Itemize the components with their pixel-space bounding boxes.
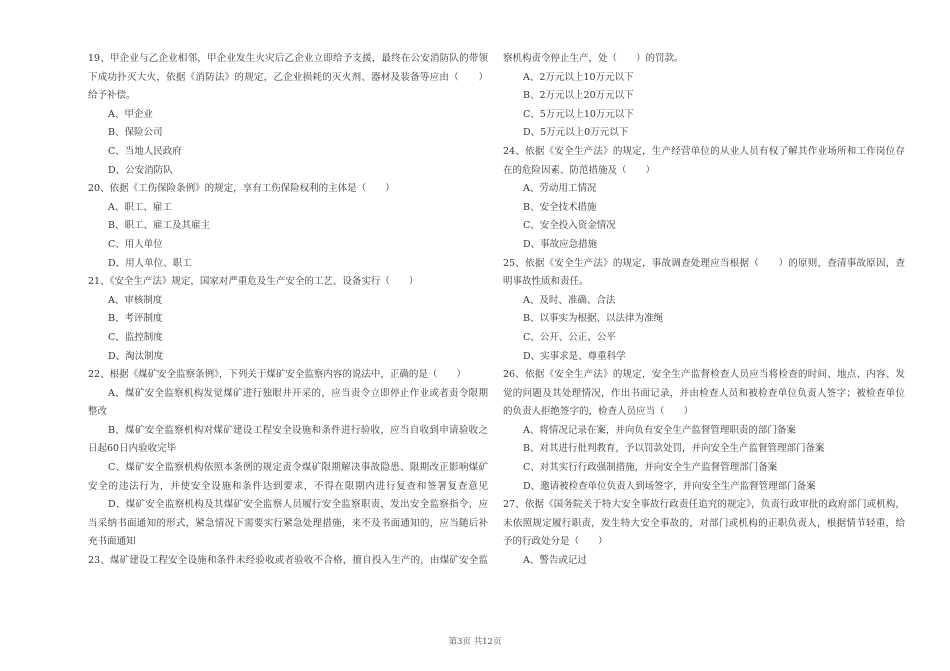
answer-option-line: C、公开、公正、公平 [523,331,616,343]
question-text-line: 当采纳书面通知的形式，紧急情况下需要实行紧急处理措施，来不及书面通知的，应当随后补 [88,517,488,529]
question-text-line: 未依照规定履行职责，发生特大安全事故的，对部门或机构的正职负责人，根据情节轻重，给 [503,517,905,529]
answer-option-line: D、煤矿安全监察机构及其煤矿安全监察人员履行安全监察职责，发出安全监察指令，应 [108,499,488,511]
answer-option-line: D、淘汰制度 [108,350,164,362]
answer-option-line: A、将情况记录在案，并向负有安全生产监督管理职责的部门备案 [523,424,796,436]
answer-option-line: A、2万元以上10万元以下 [523,71,634,83]
answer-option-line: B、职工、雇工及其雇主 [108,220,210,232]
answer-option-line: B、以事实为根据、以法律为准绳 [523,313,663,325]
answer-option-line: A、职工、雇工 [108,201,172,213]
answer-option-line: B、对其进行批判教育，予以罚款处罚，并向安全生产监督管理部门备案 [523,443,825,455]
answer-option-line: A、及时、准确、合法 [523,294,616,306]
question-text-line: 充书面通知 [88,536,136,548]
question-text-line: 的负责人拒绝签字的，检查人员应当（ ） [503,406,694,418]
answer-option-line: D、用人单位、职工 [108,257,192,269]
question-text-line: 23、煤矿建设工程安全设施和条件未经验收或者验收不合格，擅自投入生产的，由煤矿安全监 [88,555,488,567]
question-text-line: 察机构责令停止生产，处（ ）的罚款。 [503,53,684,64]
answer-option-line: B、安全技术措施 [523,201,597,213]
right-column [503,50,905,571]
answer-option-line: C、煤矿安全监察机构依照本条例的规定责令煤矿限期解决事故隐患、限期改正影响煤矿 [108,462,488,474]
question-text-line: 整改 [88,406,108,418]
answer-option-line: A、审核制度 [108,294,163,306]
answer-option-line: C、用人单位 [108,238,163,250]
answer-option-line: A、劳动用工情况 [523,183,597,195]
answer-option-line: D、公安消防队 [108,164,173,176]
question-text-line: 27、依据《国务院关于特大安全事故行政责任追究的规定》，负责行政审批的政府部门或机构， [503,499,905,511]
answer-option-line: C、安全投入资金情况 [523,220,616,232]
answer-option-line: A、煤矿安全监察机构发觉煤矿进行独眼井开采的，应当责令立即停止作业或者责令限期 [108,387,488,399]
answer-option-line: D、实事求是、尊重科学 [523,350,626,362]
answer-option-line: D、5万元以上0万元以下 [523,127,629,139]
answer-option-line: B、煤矿安全监察机构对煤矿建设工程安全设施和条件进行验收，应当自收到申请验收之 [108,424,488,436]
answer-option-line: B、2万元以上20万元以下 [523,90,634,102]
question-text-line: 觉的问题及其处理情况，作出书面记录，并由检查人员和被检查单位负责人签字；被检查单位 [503,387,905,399]
left-column [88,50,488,571]
answer-option-line: A、警告或记过 [523,555,587,567]
answer-option-line: D、事故应急措施 [523,238,598,250]
question-text-line: 19、甲企业与乙企业相邻，甲企业发生火灾后乙企业立即给予支援，最终在公安消防队的带领 [88,53,488,64]
question-text-line: 22、根据《煤矿安全监察条例》，下列关于煤矿安全监察内容的说法中，正确的是（ ） [88,369,466,381]
question-text-line: 安全的违法行为，并使安全设施和条件达到要求，不得在限期内进行复查和签署复查意见 [88,480,488,492]
answer-option-line: D、邀请被检查单位负责人到场签字，并向安全生产监督管理部门备案 [523,480,816,492]
answer-option-line: C、5万元以上10万元以下 [523,108,634,120]
question-text-line: 在的危险因素、防范措施及（ ） [503,164,656,176]
answer-option-line: C、监控制度 [108,331,163,343]
answer-option-line: C、对其实行行政强制措施，并向安全生产监督管理部门备案 [523,462,778,474]
answer-option-line: B、保险公司 [108,127,163,139]
question-text-line: 日起60日内验收完毕 [88,443,177,455]
question-text-line: 24、依据《安全生产法》的规定，生产经营单位的从业人员有权了解其作业场所和工作岗位存 [503,145,905,157]
question-text-line: 25、依据《安全生产法》的规定，事故调查处理应当根据（ ）的原则，查清事故原因，查 [503,257,905,269]
question-text-line: 予的行政处分是（ ） [503,536,608,548]
question-text-line: 下成功扑灭大火，依据《消防法》的规定，乙企业损耗的灭火剂、器材及装备等应由（ ） [88,71,488,83]
question-text-line: 26、依据《安全生产法》的规定，安全生产监督检查人员应当将检查的时间、地点、内容、发 [503,369,905,381]
answer-option-line: C、当地人民政府 [108,145,182,157]
question-text-line: 明事故性质和责任。 [503,276,589,288]
answer-option-line: B、考评制度 [108,313,163,325]
page-footer: 第3页 共12页 [448,637,502,647]
question-text-line: 21、《安全生产法》规定，国家对严重危及生产安全的工艺、设备实行（ ） [88,276,419,288]
question-text-line: 给予补偿。 [88,90,136,102]
question-text-line: 20、依据《工伤保险条例》的规定，享有工伤保险权利的主体是（ ） [88,183,395,195]
answer-option-line: A、甲企业 [108,108,153,120]
